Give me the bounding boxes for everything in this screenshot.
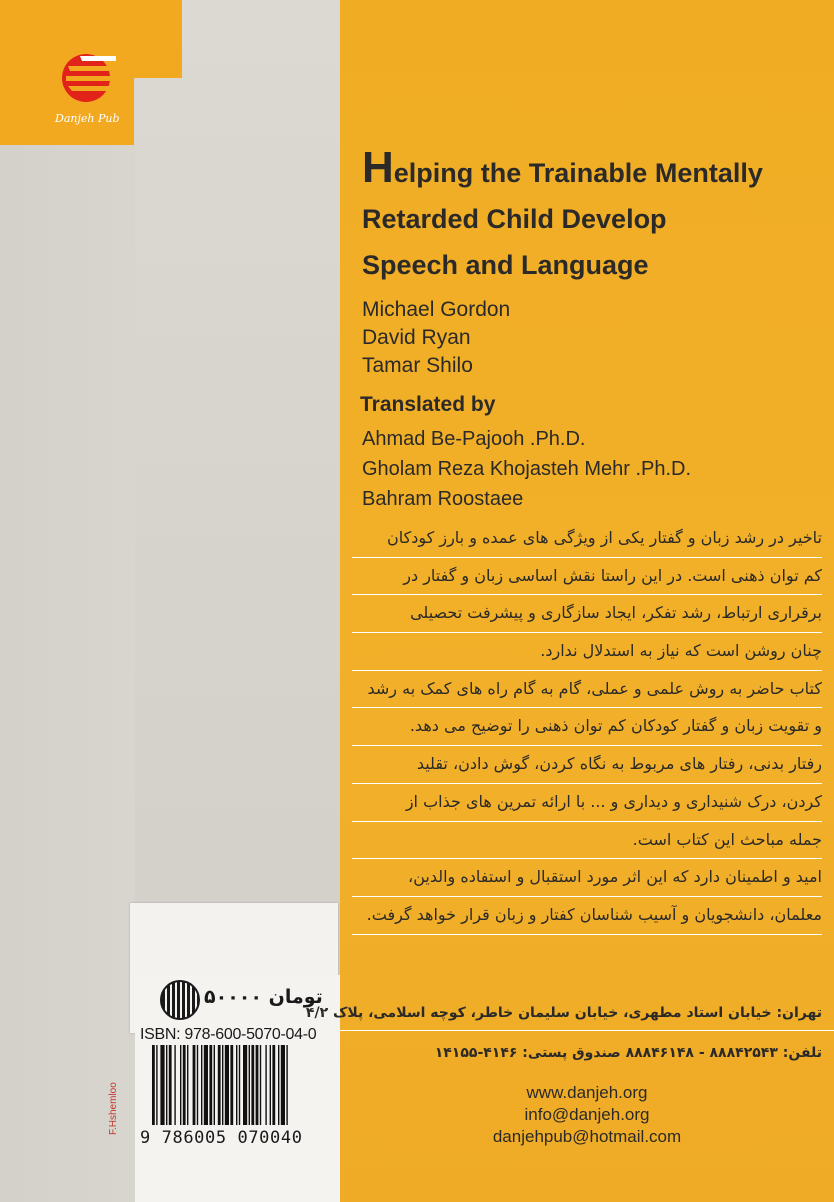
description-line: جمله مباحث این کتاب است. <box>352 822 822 860</box>
title-line-1-text: elping the Trainable Mentally <box>393 158 763 188</box>
barcode-bar <box>166 1045 167 1125</box>
title-initial: H <box>362 143 394 192</box>
barcode-bar <box>209 1045 212 1125</box>
title-line-3: Speech and Language <box>362 250 649 280</box>
barcode-bar <box>230 1045 233 1125</box>
description-line: رفتار بدنی، رفتار های مربوط به نگاه کردن، گوش دادن، تقلید <box>352 746 822 784</box>
barcode-bar <box>204 1045 208 1125</box>
spine-shadow <box>0 0 135 1202</box>
description-line: تاخیر در رشد زبان و گفتار یکی از ویژگی های عمده و بارز کودکان <box>352 520 822 558</box>
description-line: برقراری ارتباط، رشد تفکر، ایجاد سازگاری و پیشرفت تحصیلی <box>352 595 822 633</box>
barcode-bar <box>251 1045 254 1125</box>
barcode-bar <box>193 1045 196 1125</box>
barcode-digits: 9 786005 070040 <box>140 1128 303 1148</box>
barcode-bar <box>281 1045 285 1125</box>
author-name: David Ryan <box>362 326 471 349</box>
translator-name: Bahram Roostaee <box>362 488 524 510</box>
barcode-bar <box>236 1045 237 1125</box>
contact-links <box>340 1082 834 1148</box>
barcode-bar <box>278 1045 279 1125</box>
cover-designer-credit: F.Hshemloo <box>108 1082 119 1135</box>
description-line: کردن، درک شنیداری و دیداری و ... با ارائه تمرین های جذاب از <box>352 784 822 822</box>
barcode-bar <box>160 1045 164 1125</box>
translator-name: Gholam Reza Khojasteh Mehr .Ph.D. <box>362 458 692 480</box>
barcode-bar <box>265 1045 266 1125</box>
description-line: معلمان، دانشجویان و آسیب شناسان کفتار و زبان قرار خواهد گرفت. <box>352 897 822 935</box>
barcode-bar <box>286 1045 287 1125</box>
description-line: و تقویت زبان و گفتار کودکان کم توان ذهنی را توضیح می دهد. <box>352 708 822 746</box>
book-title <box>362 143 822 288</box>
barcode-bar <box>270 1045 271 1125</box>
logo-accent-block <box>134 0 182 78</box>
barcode-bar <box>260 1045 261 1125</box>
book-description <box>352 520 822 935</box>
translated-by-label: Translated by <box>360 393 496 416</box>
publisher-logo-icon <box>60 50 120 105</box>
barcode-bar <box>197 1045 198 1125</box>
translator-name: Ahmad Be-Pajooh .Ph.D. <box>362 428 586 450</box>
barcode-bar <box>243 1045 247 1125</box>
publisher-logo-text: Danjeh Pub <box>55 112 120 125</box>
author-list <box>362 296 510 380</box>
price-seal-icon <box>160 980 200 1020</box>
description-line: امید و اطمینان دارد که این اثر مورد استقبال و استفاده والدین، <box>352 859 822 897</box>
barcode-bar <box>214 1045 215 1125</box>
barcode-bar <box>187 1045 188 1125</box>
title-line-2: Retarded Child Develop <box>362 204 667 234</box>
translator-list <box>362 424 691 514</box>
description-line: کتاب حاضر به روش علمی و عملی، گام به گام راه های کمک به رشد <box>352 671 822 709</box>
author-name: Michael Gordon <box>362 298 511 321</box>
barcode-bar <box>174 1045 175 1125</box>
barcode-bar <box>169 1045 172 1125</box>
barcode-bar <box>218 1045 221 1125</box>
divider <box>340 1030 834 1031</box>
barcode-bar <box>152 1045 155 1125</box>
price-value: ۵۰۰۰۰ تومان <box>204 986 323 1008</box>
author-name: Tamar Shilo <box>362 354 473 377</box>
description-line: کم توان ذهنی است. در این راستا نقش اساسی زبان و گفتار در <box>352 558 822 596</box>
barcode-bar <box>183 1045 186 1125</box>
barcode-bar <box>249 1045 250 1125</box>
publisher-address: تهران: خیابان استاد مطهری، خیابان سلیمان خاطر، کوچه اسلامی، پلاک ۴/۲ <box>305 1005 822 1021</box>
barcode-bar <box>272 1045 275 1125</box>
website-link[interactable]: www.danjeh.org <box>526 1083 648 1102</box>
isbn-text: ISBN: 978-600-5070-04-0 <box>140 1026 317 1043</box>
publisher-phone: تلفن: ۸۸۸۴۲۵۴۳ - ۸۸۸۴۶۱۴۸ صندوق پستی: ۴۱۴۶-۱۴۱۵۵ <box>434 1045 822 1061</box>
barcode-bar <box>256 1045 259 1125</box>
barcode-bar <box>201 1045 202 1125</box>
barcode-image <box>150 1045 332 1125</box>
email-link[interactable]: info@danjeh.org <box>524 1105 650 1124</box>
barcode-bar <box>156 1045 157 1125</box>
email-link[interactable]: danjehpub@hotmail.com <box>492 1127 682 1146</box>
barcode-bar <box>180 1045 181 1125</box>
barcode-bar <box>239 1045 240 1125</box>
title-line-1 <box>362 143 822 196</box>
barcode-bar <box>225 1045 229 1125</box>
barcode-bar <box>222 1045 223 1125</box>
publisher-logo-block <box>0 0 134 145</box>
description-line: چنان روشن است که نیاز به استدلال ندارد. <box>352 633 822 671</box>
